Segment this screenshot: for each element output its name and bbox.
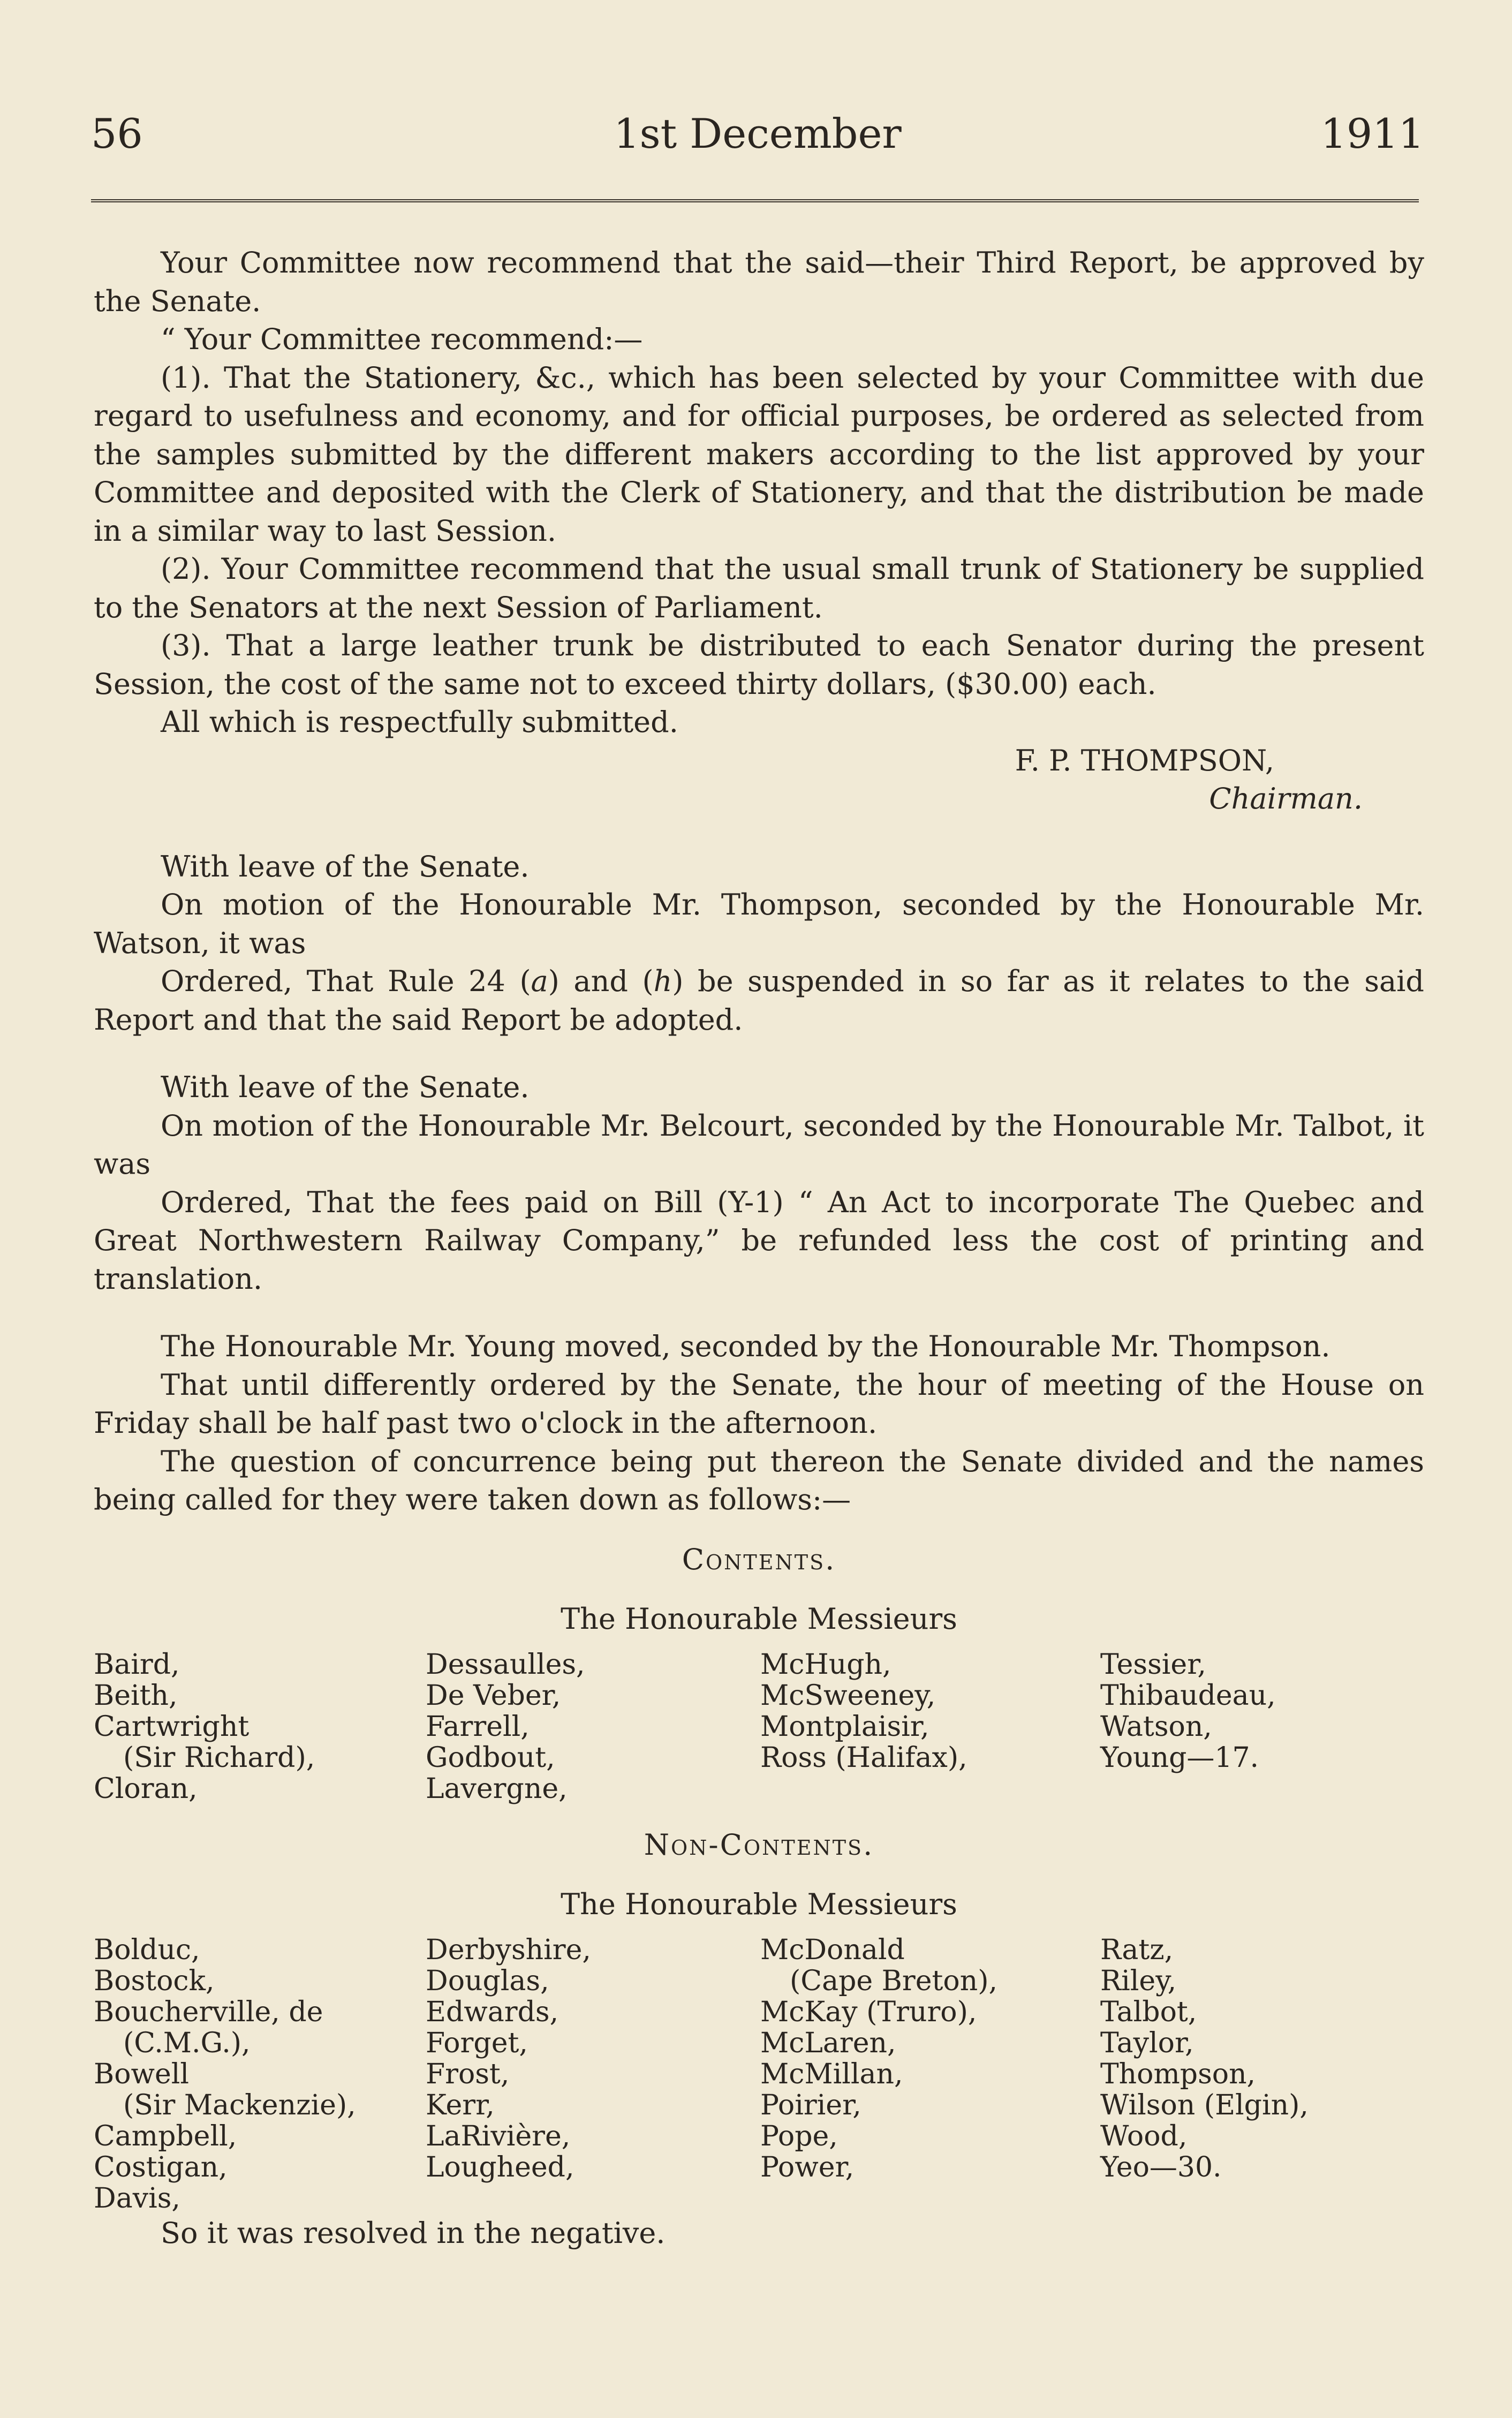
contents-column-3 (760, 1649, 1100, 1804)
name-entry: Tessier, (1100, 1648, 1206, 1681)
name-entry: Baird, (94, 1648, 180, 1681)
spacer (94, 1578, 1424, 1600)
name-entry: LaRivière, (426, 2120, 571, 2152)
non-contents-subheading: The Honourable Messieurs (561, 1887, 957, 1921)
header-rule (91, 199, 1419, 207)
name-entry: Lavergne, (426, 1772, 568, 1805)
paragraph-ordered-fees: Ordered, That the fees paid on Bill (Y-1) “ An Act to incorporate The Quebec and Great Northwestern Railway Company,” be refunded less the cost of printing and translation. (94, 1185, 1424, 1296)
spacer (94, 1864, 1424, 1885)
page-header (91, 110, 1424, 163)
name-entry: Thibaudeau, (1100, 1679, 1276, 1712)
contents-subheading: The Honourable Messieurs (561, 1602, 957, 1636)
contents-column-2 (426, 1649, 760, 1804)
paragraph-item-1: (1). That the Stationery, &c., which has been selected by your Committee with due regard to usefulness and economy, and for official purposes, be ordered as selected from the samples submitted by the different makers according to the list approved by your Committee and deposited with the Clerk of Stationery, and that the distribution be made in a similar way to last Session. (94, 360, 1424, 548)
name-entry: Ross (Halifax), (760, 1741, 967, 1774)
name-entry: Power, (760, 2151, 855, 2183)
ordered-text-c: ) be suspended in so far as it relates to the said Report and that the said Report be adopted. (94, 964, 1424, 1037)
paragraph-ordered-rule-24 (94, 962, 1424, 1039)
signature-title: Chairman. (1209, 782, 1363, 815)
contents-name-list (94, 1649, 1424, 1804)
name-entry: Godbout, (426, 1741, 555, 1774)
header-date: 1st December (614, 110, 902, 157)
paragraph-motion-thompson: On motion of the Honourable Mr. Thompson, seconded by the Honourable Mr. Watson, it was (94, 888, 1424, 960)
signature-name: F. P. THOMPSON, (1015, 743, 1274, 777)
name-entry: (C.M.G.), (123, 2027, 251, 2059)
paragraph-leave-2: With leave of the Senate. (161, 1070, 530, 1104)
name-entry: McLaren, (760, 2027, 896, 2059)
name-entry: Riley, (1100, 1964, 1177, 1997)
non-contents-column-1 (94, 1935, 426, 2214)
spacer (94, 1039, 1424, 1068)
ordered-text-b-italic: h (653, 964, 672, 998)
header-year: 1911 (1320, 110, 1424, 157)
name-entry: Poirier, (760, 2089, 861, 2121)
ordered-text-a-italic: a (531, 964, 548, 998)
paragraph-recommend-approval: Your Committee now recommend that the said—their Third Report, be approved by the Senate. (94, 246, 1424, 318)
page-body (94, 244, 1424, 2252)
name-entry: Farrell, (426, 1710, 530, 1743)
paragraph-item-2: (2). Your Committee recommend that the usual small trunk of Stationery be supplied to the Senators at the next Session of Parliament. (94, 552, 1424, 624)
paragraph-motion-belcourt: On motion of the Honourable Mr. Belcourt, seconded by the Honourable Mr. Talbot, it was (94, 1108, 1424, 1181)
name-entry: Kerr, (426, 2089, 495, 2121)
name-entry: Beith, (94, 1679, 178, 1712)
name-entry: McSweeney, (760, 1679, 936, 1712)
name-entry: (Sir Richard), (123, 1741, 315, 1774)
name-entry: Wood, (1100, 2120, 1188, 2152)
non-contents-column-3 (760, 1935, 1100, 2214)
name-entry: Bowell (94, 2058, 190, 2090)
name-entry: McHugh, (760, 1648, 891, 1681)
name-entry: Yeo—30. (1100, 2151, 1222, 2183)
non-contents-column-4 (1100, 1935, 1422, 2214)
page-number: 56 (91, 110, 143, 157)
spacer (94, 818, 1424, 848)
non-contents-column-2 (426, 1935, 760, 2214)
paragraph-meeting-hour: That until differently ordered by the Senate, the hour of meeting of the House on Friday shall be half past two o'clock in the afternoon. (94, 1367, 1424, 1440)
name-entry: McDonald (760, 1933, 905, 1966)
spacer (94, 1804, 1424, 1826)
name-entry: Thompson, (1100, 2058, 1256, 2090)
name-entry: Forget, (426, 2027, 528, 2059)
name-entry: Frost, (426, 2058, 510, 2090)
name-entry: De Veber, (426, 1679, 561, 1712)
ordered-text-b: ) and ( (548, 964, 654, 998)
name-entry: Lougheed, (426, 2151, 574, 2183)
paragraph-leave-1: With leave of the Senate. (161, 849, 530, 883)
contents-heading: Contents. (682, 1542, 836, 1576)
name-entry: Bolduc, (94, 1933, 200, 1966)
name-entry: Montplaisir, (760, 1710, 929, 1743)
name-entry: Pope, (760, 2120, 838, 2152)
name-entry: McKay (Truro), (760, 1996, 977, 2028)
contents-column-1 (94, 1649, 426, 1804)
name-entry: Wilson (Elgin), (1100, 2089, 1309, 2121)
paragraph-committee-recommend: “ Your Committee recommend:— (161, 322, 643, 356)
name-entry: Ratz, (1100, 1933, 1174, 1966)
name-entry: Cloran, (94, 1772, 198, 1805)
name-entry: Derbyshire, (426, 1933, 591, 1966)
name-entry: Watson, (1100, 1710, 1212, 1743)
spacer (94, 1519, 1424, 1540)
paragraph-item-3: (3). That a large leather trunk be distributed to each Senator during the present Session, the cost of the same not to exceed thirty dollars, ($30.00) each. (94, 629, 1424, 701)
non-contents-name-list (94, 1935, 1424, 2214)
name-entry: Taylor, (1100, 2027, 1194, 2059)
name-entry: Costigan, (94, 2151, 228, 2183)
name-entry: Young—17. (1100, 1741, 1259, 1774)
name-entry: Dessaulles, (426, 1648, 585, 1681)
paragraph-submitted: All which is respectfully submitted. (161, 705, 678, 739)
name-entry: (Sir Mackenzie), (123, 2089, 356, 2121)
name-entry: McMillan, (760, 2058, 903, 2090)
name-entry: (Cape Breton), (790, 1964, 998, 1997)
paragraph-question-divided: The question of concurrence being put thereon the Senate divided and the names being called for they were taken down as follows:— (94, 1444, 1424, 1516)
name-entry: Campbell, (94, 2120, 237, 2152)
name-entry: Talbot, (1100, 1996, 1197, 2028)
contents-column-4 (1100, 1649, 1422, 1804)
name-entry: Bostock, (94, 1964, 215, 1997)
spacer (94, 1298, 1424, 1327)
paragraph-young-moved: The Honourable Mr. Young moved, seconded by the Honourable Mr. Thompson. (161, 1329, 1330, 1363)
name-entry: Edwards, (426, 1996, 559, 2028)
name-entry: Douglas, (426, 1964, 549, 1997)
name-entry: Cartwright (94, 1710, 250, 1743)
non-contents-heading: Non-Contents. (644, 1827, 874, 1862)
resolution-statement: So it was resolved in the negative. (161, 2216, 666, 2250)
name-entry: Boucherville, de (94, 1996, 323, 2028)
ordered-text-a: Ordered, That Rule 24 ( (161, 964, 531, 998)
name-entry: Davis, (94, 2182, 180, 2215)
